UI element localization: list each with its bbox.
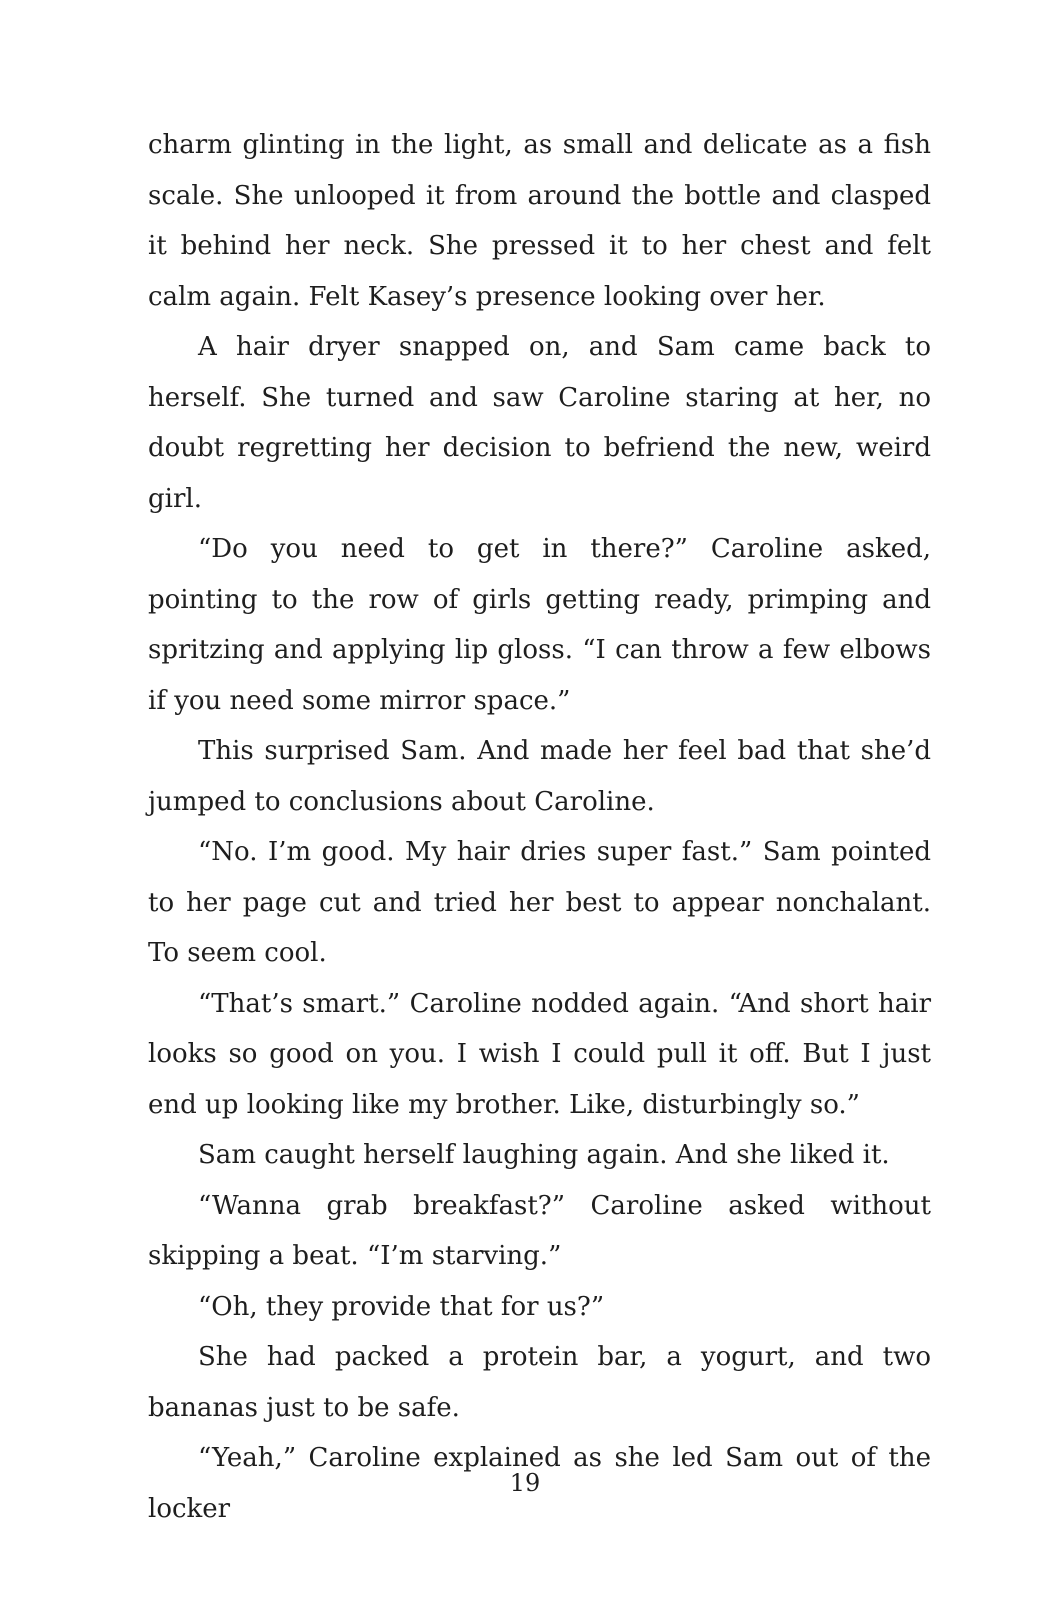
paragraph-2: A hair dryer snapped on, and Sam came back to herself. She turned and saw Caroline staring at her, no doubt regretting her decision to befriend the new, weird girl. <box>148 332 931 514</box>
paragraph-9: “Oh, they provide that for us?” <box>198 1291 605 1322</box>
paragraph-5: “No. I’m good. My hair dries super fast.” Sam pointed to her page cut and tried her best to appear nonchalant. To seem cool. <box>148 837 931 968</box>
paragraph-7: Sam caught herself laughing again. And she liked it. <box>198 1140 890 1170</box>
paragraph-1: charm glinting in the light, as small and delicate as a fish scale. She unlooped it from around the bottle and clasped it behind her neck. She pressed it to her chest and felt calm again. Felt Kasey’s presence looking over her. <box>148 130 931 312</box>
paragraph-10: She had packed a protein bar, a yogurt, and two bananas just to be safe. <box>148 1342 931 1423</box>
paragraph-3: “Do you need to get in there?” Caroline asked, pointing to the row of girls getting ready, primping and spritzing and applying lip gloss. “I can throw a few elbows if you need some mirror space.” <box>148 534 931 716</box>
body-text <box>148 120 931 1534</box>
paragraph-11: “Yeah,” Caroline explained as she led Sam out of the locker <box>148 1443 931 1524</box>
page-number: 19 <box>509 1469 541 1497</box>
paragraph-8: “Wanna grab breakfast?” Caroline asked without skipping a beat. “I’m starving.” <box>148 1190 931 1271</box>
paragraph-6: “That’s smart.” Caroline nodded again. “And short hair looks so good on you. I wish I could pull it off. But I just end up looking like my brother. Like, disturbingly so.” <box>148 988 931 1120</box>
paragraph-4: This surprised Sam. And made her feel bad that she’d jumped to conclusions about Caroline. <box>148 736 931 817</box>
